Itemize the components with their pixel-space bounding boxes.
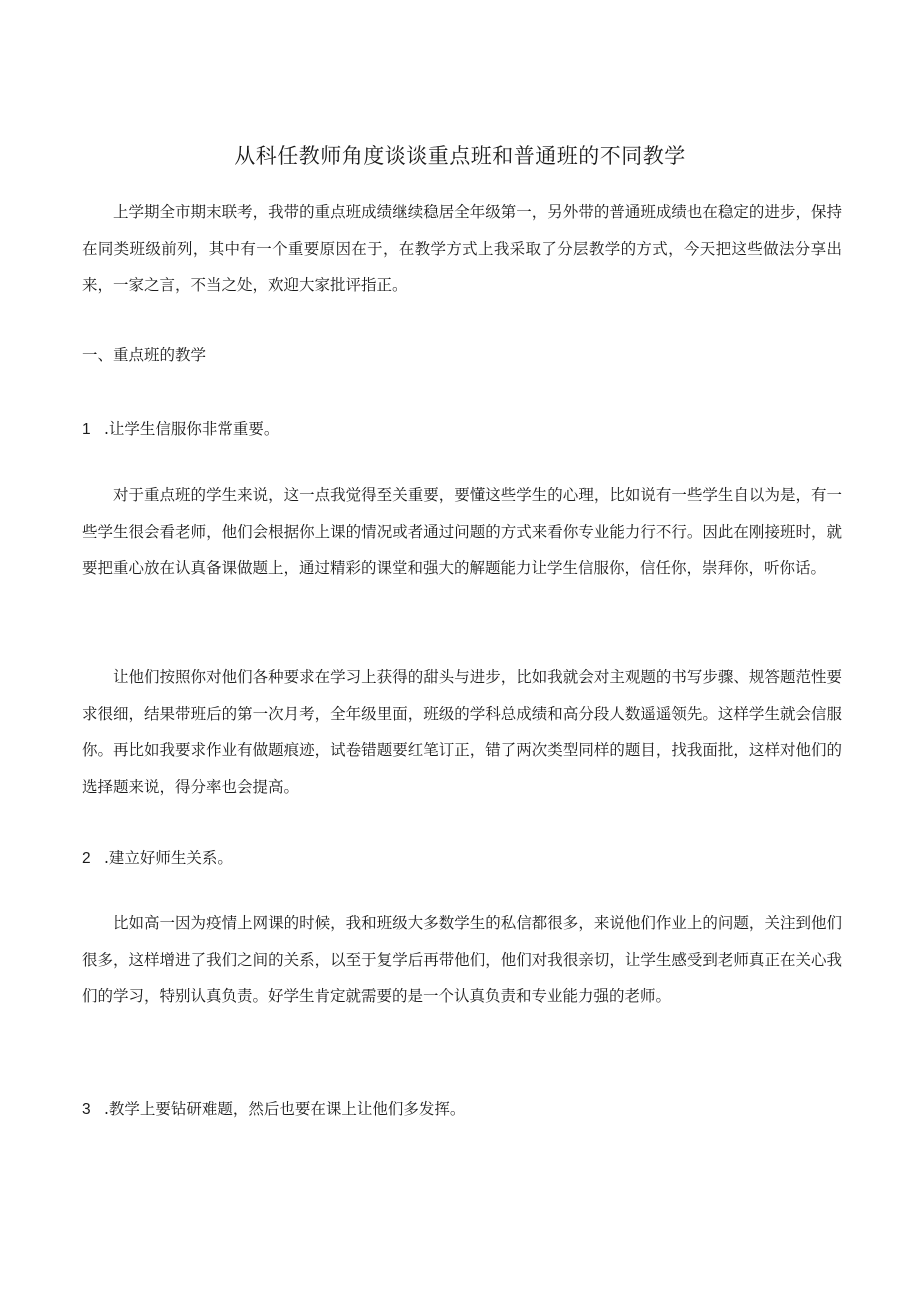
intro-paragraph: 上学期全市期末联考，我带的重点班成绩继续稳居全年级第一，另外带的普通班成绩也在稳定的进步，保持在同类班级前列，其中有一个重要原因在于，在教学方式上我采取了分层教学的方式，今天把这些做法分享出来，一家之言，不当之处，欢迎大家批评指正。 xyxy=(82,203,842,294)
point-2-text: .建立好师生关系。 xyxy=(104,849,233,867)
point-3-number: 3 xyxy=(82,1101,91,1118)
point-1-paragraph-2: 让他们按照你对他们各种要求在学习上获得的甜头与进步，比如我就会对主观题的书写步骤、规答题范性要求很细，结果带班后的第一次月考，全年级里面，班级的学科总成绩和高分段人数遥遥领先。这样学生就会信服你。再比如我要求作业有做题痕迹，试卷错题要红笔订正，错了两次类型同样的题目，找我面批，这样对他们的选择题来说，得分率也会提高。 xyxy=(82,668,842,796)
point-3-heading xyxy=(82,1094,842,1125)
point-2-heading xyxy=(82,843,842,874)
point-1-heading xyxy=(82,414,842,445)
point-1-number: 1 xyxy=(82,421,91,438)
point-3-text: .教学上要钻研难题，然后也要在课上让他们多发挥。 xyxy=(104,1100,466,1118)
section-heading-key-class: 一、重点班的教学 xyxy=(82,346,207,364)
document-title: 从科任教师角度谈谈重点班和普通班的不同教学 xyxy=(234,144,686,168)
point-1-paragraph-1: 对于重点班的学生来说，这一点我觉得至关重要，要懂这些学生的心理，比如说有一些学生自以为是，有一些学生很会看老师，他们会根据你上课的情况或者通过问题的方式来看你专业能力行不行。因此在刚接班时，就要把重心放在认真备课做题上，通过精彩的课堂和强大的解题能力让学生信服你，信任你，崇拜你，听你话。 xyxy=(82,486,842,577)
point-2-paragraph-1: 比如高一因为疫情上网课的时候，我和班级大多数学生的私信都很多，来说他们作业上的问题，关注到他们很多，这样增进了我们之间的关系，以至于复学后再带他们，他们对我很亲切，让学生感受到老师真正在关心我们的学习，特别认真负责。好学生肯定就需要的是一个认真负责和专业能力强的老师。 xyxy=(82,914,842,1005)
point-2-number: 2 xyxy=(82,850,91,867)
point-1-text: .让学生信服你非常重要。 xyxy=(104,420,280,438)
